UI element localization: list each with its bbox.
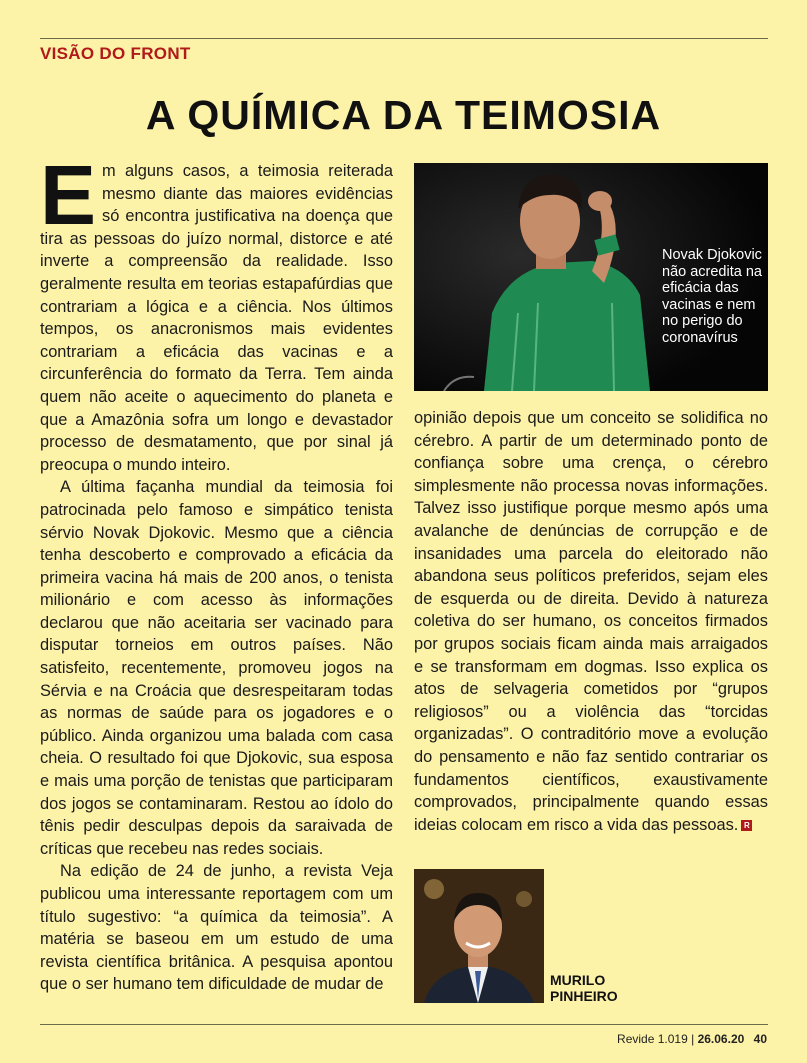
section-label: VISÃO DO FRONT	[40, 44, 191, 63]
page-number: 40	[753, 1032, 767, 1046]
article-paragraph	[414, 407, 768, 836]
article-column-left	[40, 148, 393, 996]
djokovic-photo	[414, 163, 768, 391]
paragraph-text: opinião depois que um conceito se solidifica no cérebro. A partir de um determinado ponto de confiança sobre uma crença, o cérebro simplesmente não processa novas informações. Talvez isso justifique porque mesmo após uma avalanche de denúncias de corrupção e de insanidades uma parcela do eleitorado não abandona seus políticos preferidos, sejam eles de esquerda ou de direita. Devido à natureza coletiva do ser humano, os conceitos firmados por grupos sociais ficam ainda mais arraigados e se transformam em dogmas. Isso explica os atos de selvageria cometidos por “grupos religiosos” ou a violência das “torcidas organizadas”. O contraditório move a evolução do pensamento e não faz sentido contrariar os fundamentos científicos, exaustivamente comprovados, principalmente quando essas ideias colocam em risco a vida das pessoas.	[414, 409, 768, 834]
article-paragraph	[40, 148, 393, 476]
page-footer	[617, 1032, 767, 1046]
author-last-name: PINHEIRO	[550, 988, 618, 1004]
paragraph-text: m alguns casos, a teimosia reiterada mesmo diante das maiores evidências só encontra justificativa na doença que tira as pessoas do juízo normal, distorce e até inverte a compreensão da realidade. Isso geralmente resulta em teorias estapafúrdias que contrariam a lógica e a ciência. Nos últimos tempos, os anacronismos mais evidentes contrariam a eficácia das vacinas e a circunferência do formato da Terra. Tem ainda quem não aceite o aquecimento do planeta e que a Amazônia sofra um longo e devastador processo de desmatamento, que por sinal já preocupa o mundo inteiro.	[40, 162, 393, 474]
issue-date: 26.06.20	[697, 1032, 745, 1046]
bottom-rule	[40, 1024, 768, 1025]
article-paragraph: A última façanha mundial da teimosia foi patrocinada pelo famoso e simpático tenista sérvio Novak Djokovic. Mesmo que a ciência tenha descoberto e comprovado a eficácia da primeira vacina há mais de 200 anos, o tenista milionário e com acesso às informações declarou que não aceitaria ser vacinado para disputar torneios em outros países. Não satisfeito, recentemente, promoveu jogos na Sérvia e na Croácia que desrespeitaram todas as normas de saúde para os jogadores e o público. Ainda organizou uma balada com casa cheia. O resultado foi que Djokovic, sua esposa e mais uma porção de tenistas que participaram dos jogos se contaminaram. Restou ao ídolo do tênis pedir desculpas depois da saraivada de críticas que recebeu nas redes sociais.	[40, 478, 393, 858]
article-paragraph: Na edição de 24 de junho, a revista Veja publicou uma interessante reportagem com um título sugestivo: “a química da teimosia”. A matéria se baseou em um estudo de uma revista científica britânica. A pesquisa apontou que o ser humano tem dificuldade de mudar de	[40, 862, 393, 994]
author-portrait-illustration	[414, 869, 544, 1003]
footer-separator: |	[691, 1032, 695, 1046]
drop-cap: E	[40, 148, 97, 242]
author-photo	[414, 869, 544, 1003]
author-first-name: MURILO	[550, 972, 606, 988]
author-name	[550, 972, 618, 1004]
end-mark-icon: R	[741, 820, 752, 831]
headline: A QUÍMICA DA TEIMOSIA	[145, 92, 662, 138]
article-column-right	[414, 407, 768, 836]
photo-caption: Novak Djokovic não acredita na eficácia das vacinas e nem no perigo do coronavírus	[662, 247, 762, 346]
top-rule	[40, 38, 768, 39]
magazine-issue: Revide 1.019	[617, 1032, 688, 1046]
